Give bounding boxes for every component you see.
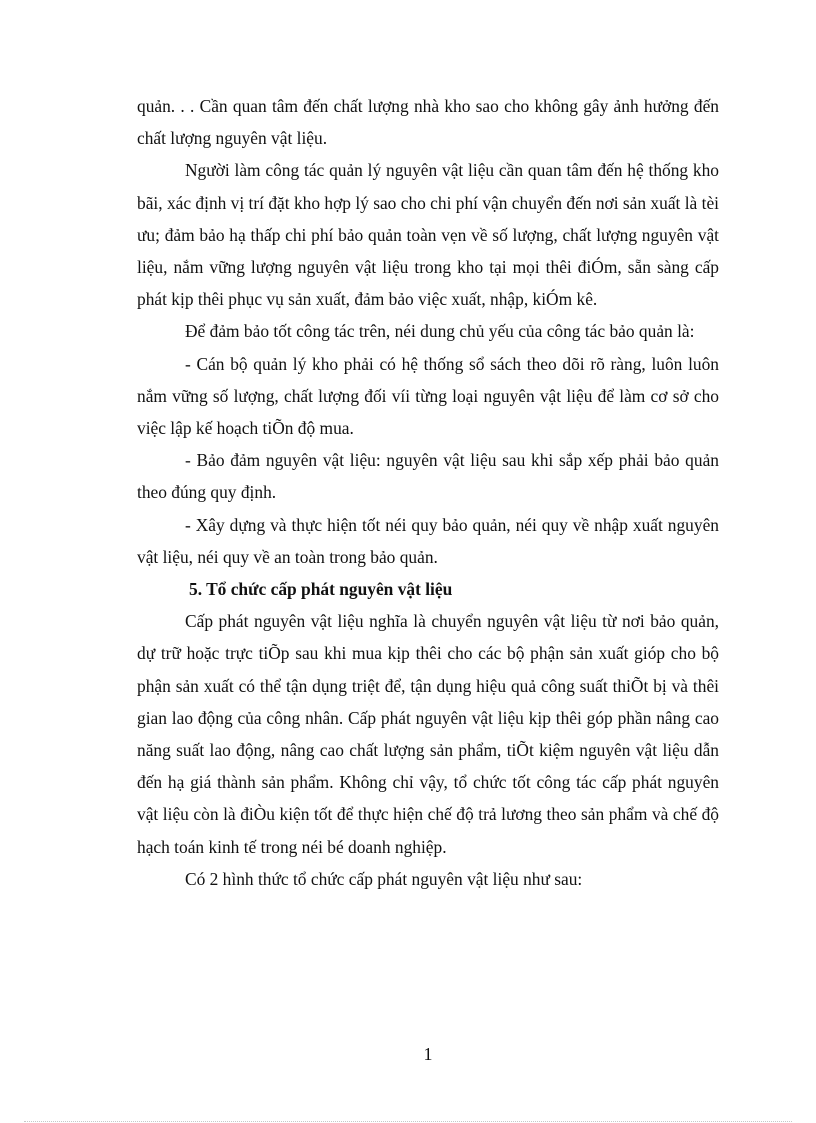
page-bottom-divider [24, 1121, 792, 1122]
paragraph-warehouse-management: Người làm công tác quản lý nguyên vật liệu cần quan tâm đến hệ thống kho bãi, xác định vị trí đặt kho hợp lý sao cho chi phí vận chuyển đến nơi sản xuất là tèi ưu; đảm bảo hạ thấp chi phí bảo quản toàn vẹn về số lượng, chất lượng nguyên vật liệu, nắm vững lượng nguyên vật liệu trong kho tại mọi thêi điÓm, sẵn sàng cấp phát kịp thêi phục vụ sản xuất, đảm bảo việc xuất, nhập, kiÓm kê. [137, 160, 720, 310]
paragraph-preservation-intro: Để đảm bảo tốt công tác trên, néi dung chủ yếu của công tác bảo quản là: [185, 321, 695, 342]
paragraph-issuance-forms: Có 2 hình thức tổ chức cấp phát nguyên vật liệu như sau: [185, 868, 583, 889]
body-text [137, 90, 719, 895]
section-heading: 5. Tổ chức cấp phát nguyên vật liệu [189, 579, 453, 600]
bullet-record-keeping: - Cán bộ quản lý kho phải có hệ thống sổ sách theo dõi rõ ràng, luôn luôn nắm vững số lượng, chất lượng đối víi từng loại nguyên vật liệu để làm cơ sở cho việc lập kế hoạch tiÕn độ mua. [137, 353, 719, 439]
page-number: 1 [423, 1044, 433, 1064]
bullet-storage-regulations: - Bảo đảm nguyên vật liệu: nguyên vật liệu sau khi sắp xếp phải bảo quản theo đúng quy định. [137, 450, 719, 503]
paragraph-storage-quality: quản. . . Cần quan tâm đến chất lượng nhà kho sao cho không gây ảnh hưởng đến chất lượng nguyên vật liệu. [137, 96, 719, 149]
paragraph-material-issuance: Cấp phát nguyên vật liệu nghĩa là chuyển nguyên vật liệu từ nơi bảo quản, dự trữ hoặc trực tiÕp sau khi mua kịp thêi cho các bộ phận sản xuất gióp cho bộ phận sản xuất có thể tận dụng triệt để, tận dụng hiệu quả công suất thiÕt bị và thêi gian lao động của công nhân. Cấp phát nguyên vật liệu kịp thêi góp phần nâng cao năng suất lao động, nâng cao chất lượng sản phẩm, tiÕt kiệm nguyên vật liệu dẫn đến hạ giá thành sản phẩm. Không chỉ vậy, tổ chức tốt công tác cấp phát nguyên vật liệu còn là điÒu kiện tốt để thực hiện chế độ trả lương theo sản phẩm và chế độ hạch toán kinh tế trong néi bé doanh nghiệp. [137, 611, 719, 857]
bullet-internal-rules: - Xây dựng và thực hiện tốt néi quy bảo quản, néi quy về nhập xuất nguyên vật liệu, néi quy về an toàn trong bảo quản. [137, 514, 719, 567]
